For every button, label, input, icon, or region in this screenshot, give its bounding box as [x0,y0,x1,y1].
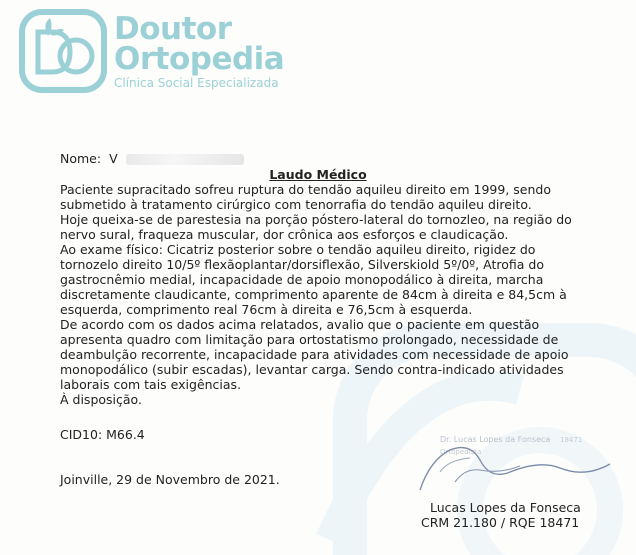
doctor-stamp-signature [410,420,620,500]
svg-text:18471: 18471 [560,436,583,444]
report-line: apresenta quadro com limitação para ortostatismo prolongado, necessidade de [60,332,559,347]
patient-name-label: Nome: [60,151,102,166]
report-line: Hoje queixa-se de parestesia na porção póstero-lateral do tornozleo, na região do [60,212,572,227]
cid-code: CID10: M66.4 [60,427,145,442]
date-line: Joinville, 29 de Novembro de 2021. [60,472,280,487]
report-line: gastrocnêmio medial, incapacidade de apoio monopodálico à direita, marcha [60,272,544,287]
clinic-monogram-icon [18,8,108,94]
svg-text:Dr. Lucas Lopes da Fonseca: Dr. Lucas Lopes da Fonseca [440,435,551,444]
document-title: Laudo Médico [269,167,367,182]
svg-text:Ortopedista: Ortopedista [440,448,482,456]
report-line: nervo sural, fraqueza muscular, dor crônica aos esforços e claudicação. [60,227,509,242]
report-line: esquerda, comprimento real 76cm à direita e 76,5cm à esquerda. [60,302,473,317]
brand-subtitle: Clínica Social Especializada [114,76,279,90]
report-line: laborais com tais exigências. [60,377,242,392]
report-line: monopodálico (subir escadas), levantar carga. Sendo contra-indicado atividades [60,362,564,377]
report-line: De acordo com os dados acima relatados, avalio que o paciente em questão [60,317,540,332]
report-line: À disposição. [60,392,142,407]
brand-name-line2: Ortopedia [114,41,285,77]
report-line: submetido à tratamento cirúrgico com tenorrafia do tendão aquileu direito. [60,197,532,212]
doctor-name: Lucas Lopes da Fonseca [430,500,581,515]
report-line: tornozelo direito 10/5º flexãoplantar/dorsiflexão, Silverskiold 5º/0º, Atrofia do [60,257,544,272]
report-line: deambulção recorrente, incapacidade para atividades com necessidade de apoio [60,347,569,362]
patient-name-row [60,151,244,166]
patient-name-value: V [109,151,118,166]
brand-name-line1: Doutor [114,11,232,47]
report-line: Ao exame físico: Cicatriz posterior sobre o tendão aquileu direito, rigidez do [60,242,536,257]
redacted-name-block [126,154,244,165]
doctor-crm: CRM 21.180 / RQE 18471 [421,515,580,530]
report-line: discretamente claudicante, comprimento aparente de 84cm à direita e 84,5cm à [60,287,567,302]
report-line: Paciente supracitado sofreu ruptura do tendão aquileu direito em 1999, sendo [60,182,551,197]
